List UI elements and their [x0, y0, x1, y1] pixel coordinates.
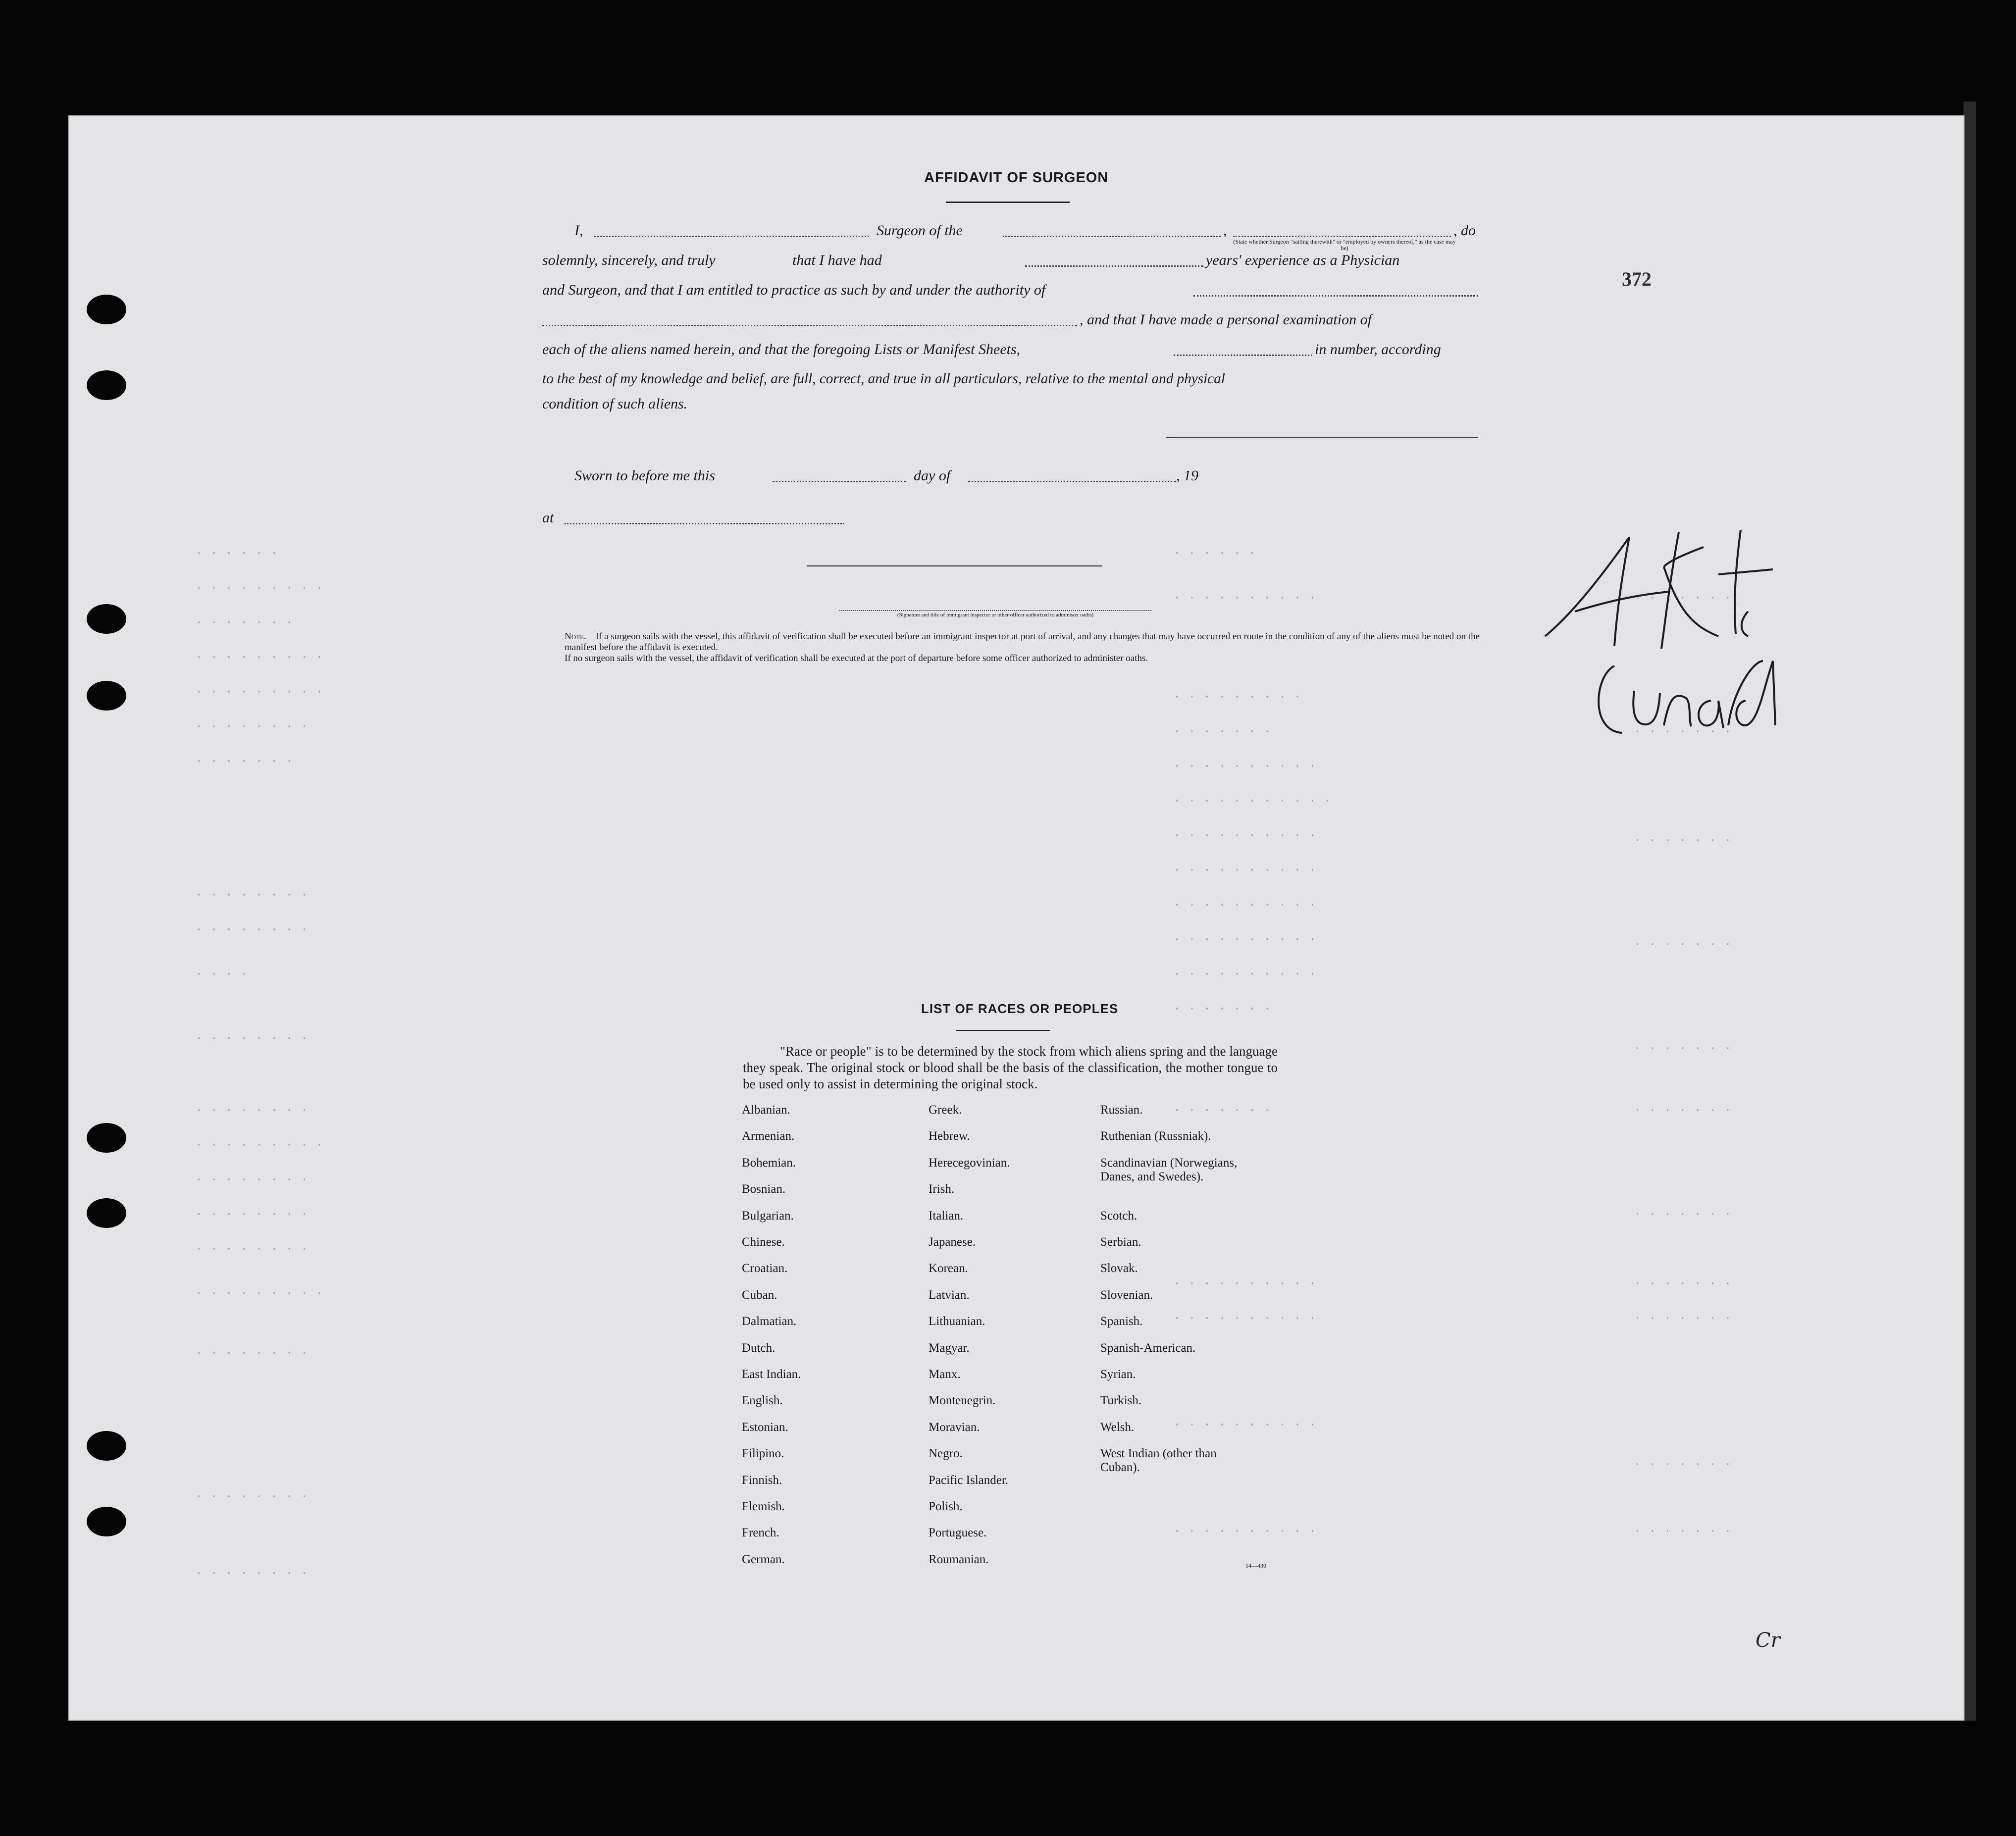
- race-item: Cuban.: [742, 1288, 777, 1302]
- authority-field-b[interactable]: [542, 325, 1077, 326]
- affidavit-line7: condition of such aliens.: [542, 396, 688, 412]
- race-item: Manx.: [929, 1368, 961, 1381]
- race-item: German.: [742, 1553, 785, 1566]
- affidavit-line2-a: solemnly, sincerely, and truly: [542, 252, 716, 268]
- sheets-count-field[interactable]: [1174, 355, 1312, 356]
- race-item: West Indian (other than Cuban).: [1100, 1447, 1217, 1474]
- race-item: Slovak.: [1100, 1262, 1138, 1275]
- inspector-title-line[interactable]: [839, 610, 1151, 611]
- sworn-at: at: [542, 510, 554, 526]
- race-item: Armenian.: [742, 1129, 795, 1143]
- race-item: Latvian.: [929, 1288, 970, 1302]
- affidavit-line4: , and that I have made a personal examination of: [1080, 311, 1372, 328]
- race-item: Syrian.: [1100, 1368, 1136, 1381]
- inspector-signature-line: [807, 565, 1102, 566]
- affidavit-line3: and Surgeon, and that I am entitled to practice as such by and under the authority of: [542, 282, 1046, 298]
- affidavit-line1-i: I,: [574, 222, 583, 239]
- punch-hole: [87, 1123, 126, 1153]
- surgeon-name-field[interactable]: [594, 236, 869, 237]
- sworn-day-field[interactable]: [773, 481, 906, 482]
- race-item: Chinese.: [742, 1235, 785, 1249]
- race-item: Moravian.: [929, 1421, 980, 1434]
- races-intro: "Race or people" is to be determined by the stock from which aliens spring and the language they speak. The original stock or blood shall be the basis of the classification, the mother tongue to be used only to assist in determining the original stock.: [743, 1044, 1278, 1091]
- race-item: Albanian.: [742, 1103, 790, 1117]
- race-item: Dutch.: [742, 1341, 775, 1355]
- corner-mark: Cr: [1756, 1629, 1780, 1652]
- race-item: Bosnian.: [742, 1182, 786, 1196]
- race-item: Bohemian.: [742, 1156, 796, 1170]
- race-item: Polish.: [929, 1500, 963, 1513]
- race-item: Slovenian.: [1100, 1288, 1153, 1302]
- sworn-a: Sworn to before me this: [574, 467, 715, 484]
- title-underline: [946, 202, 1070, 203]
- affidavit-title: AFFIDAVIT OF SURGEON: [924, 170, 1109, 186]
- races-title: LIST OF RACES OR PEOPLES: [921, 1001, 1119, 1016]
- punch-hole: [87, 370, 126, 400]
- affidavit-line1-do: , do: [1453, 222, 1476, 239]
- race-item: Portuguese.: [929, 1526, 987, 1539]
- race-item: Hebrew.: [929, 1129, 970, 1143]
- races-title-underline: [956, 1030, 1050, 1031]
- race-item: Korean.: [929, 1262, 968, 1275]
- race-item: Filipino.: [742, 1447, 784, 1460]
- race-item: Dalmatian.: [742, 1315, 797, 1328]
- form-number: 14—430: [1245, 1562, 1266, 1569]
- affidavit-line1-surgeon: Surgeon of the: [877, 222, 963, 239]
- race-item: Spanish-American.: [1100, 1341, 1196, 1355]
- race-item: Flemish.: [742, 1500, 785, 1513]
- race-item: Bulgarian.: [742, 1209, 794, 1223]
- note-text-1: —If a surgeon sails with the vessel, this affidavit of verification shall be executed before an immigrant inspector at port of arrival, and any changes that may have occurred en route in the condition of any of the aliens must be noted on the manifest before the affidavit is executed.: [565, 631, 1480, 653]
- race-item: Roumanian.: [929, 1553, 989, 1566]
- sworn-b: day of: [914, 467, 951, 484]
- note-text-2: If no surgeon sails with the vessel, the affidavit of verification shall be executed at the port of departure before some officer authorized to administer oaths.: [565, 653, 1148, 663]
- race-item: Greek.: [929, 1103, 962, 1117]
- race-item: Finnish.: [742, 1474, 782, 1487]
- race-item: Irish.: [929, 1182, 955, 1196]
- race-item: Ruthenian (Russniak).: [1100, 1129, 1211, 1143]
- race-item: Croatian.: [742, 1262, 788, 1275]
- sworn-c: , 19: [1176, 467, 1198, 484]
- race-item: English.: [742, 1394, 783, 1407]
- race-item: Japanese.: [929, 1235, 976, 1249]
- race-item: Italian.: [929, 1209, 964, 1223]
- race-item: Negro.: [929, 1447, 963, 1460]
- surgeon-signature-field[interactable]: [1166, 437, 1478, 438]
- years-experience-field[interactable]: [1025, 265, 1203, 267]
- affidavit-line6: to the best of my knowledge and belief, are full, correct, and true in all particulars, relative to the mental and physical: [542, 371, 1225, 387]
- surgeon-status-note: (State whether Surgeon "sailing therewith" or "employed by owners thereof," as the case may be): [1233, 238, 1456, 252]
- race-item: Magyar.: [929, 1341, 970, 1355]
- race-item: Montenegrin.: [929, 1394, 996, 1407]
- race-item: Serbian.: [1100, 1235, 1141, 1249]
- affidavit-line5-a: each of the aliens named herein, and that the foregoing Lists or Manifest Sheets,: [542, 341, 1021, 357]
- authority-field-a[interactable]: [1193, 295, 1478, 297]
- punch-hole: [87, 604, 126, 634]
- race-item: East Indian.: [742, 1368, 801, 1381]
- sworn-place-field[interactable]: [565, 523, 844, 524]
- race-item: Russian.: [1100, 1103, 1143, 1117]
- race-item: Pacific Islander.: [929, 1474, 1009, 1487]
- scan-edge: [1964, 102, 1976, 1721]
- race-item: Estonian.: [742, 1421, 788, 1434]
- surgeon-status-field[interactable]: [1233, 236, 1451, 237]
- punch-hole: [87, 1431, 126, 1461]
- race-item: Scandinavian (Norwegians, Danes, and Swedes).: [1100, 1156, 1238, 1183]
- race-item: Scotch.: [1100, 1209, 1137, 1223]
- punch-hole: [87, 681, 126, 711]
- race-item: Lithuanian.: [929, 1315, 985, 1328]
- handwritten-annotation: [1515, 512, 1822, 750]
- race-item: Turkish.: [1100, 1394, 1142, 1407]
- ship-name-field[interactable]: [1003, 236, 1221, 237]
- punch-hole: [87, 1198, 126, 1228]
- punch-hole: [87, 1507, 126, 1536]
- note-label: Note.: [565, 631, 586, 642]
- affidavit-line2-b: that I have had: [792, 252, 882, 268]
- punch-hole: [87, 295, 126, 324]
- signature-caption: (Signature and title of immigrant inspector or other officer authorized to administer oaths): [897, 612, 1094, 618]
- sworn-month-field[interactable]: [968, 481, 1176, 482]
- affidavit-line2-c: years' experience as a Physician: [1206, 252, 1400, 268]
- race-item: Herecegovinian.: [929, 1156, 1010, 1170]
- page-number: 372: [1622, 268, 1652, 290]
- race-item: Spanish.: [1100, 1315, 1143, 1328]
- note-paragraph: [565, 631, 1483, 664]
- affidavit-line5-b: in number, according: [1315, 341, 1441, 357]
- race-item: French.: [742, 1526, 779, 1539]
- race-item: Welsh.: [1100, 1421, 1135, 1434]
